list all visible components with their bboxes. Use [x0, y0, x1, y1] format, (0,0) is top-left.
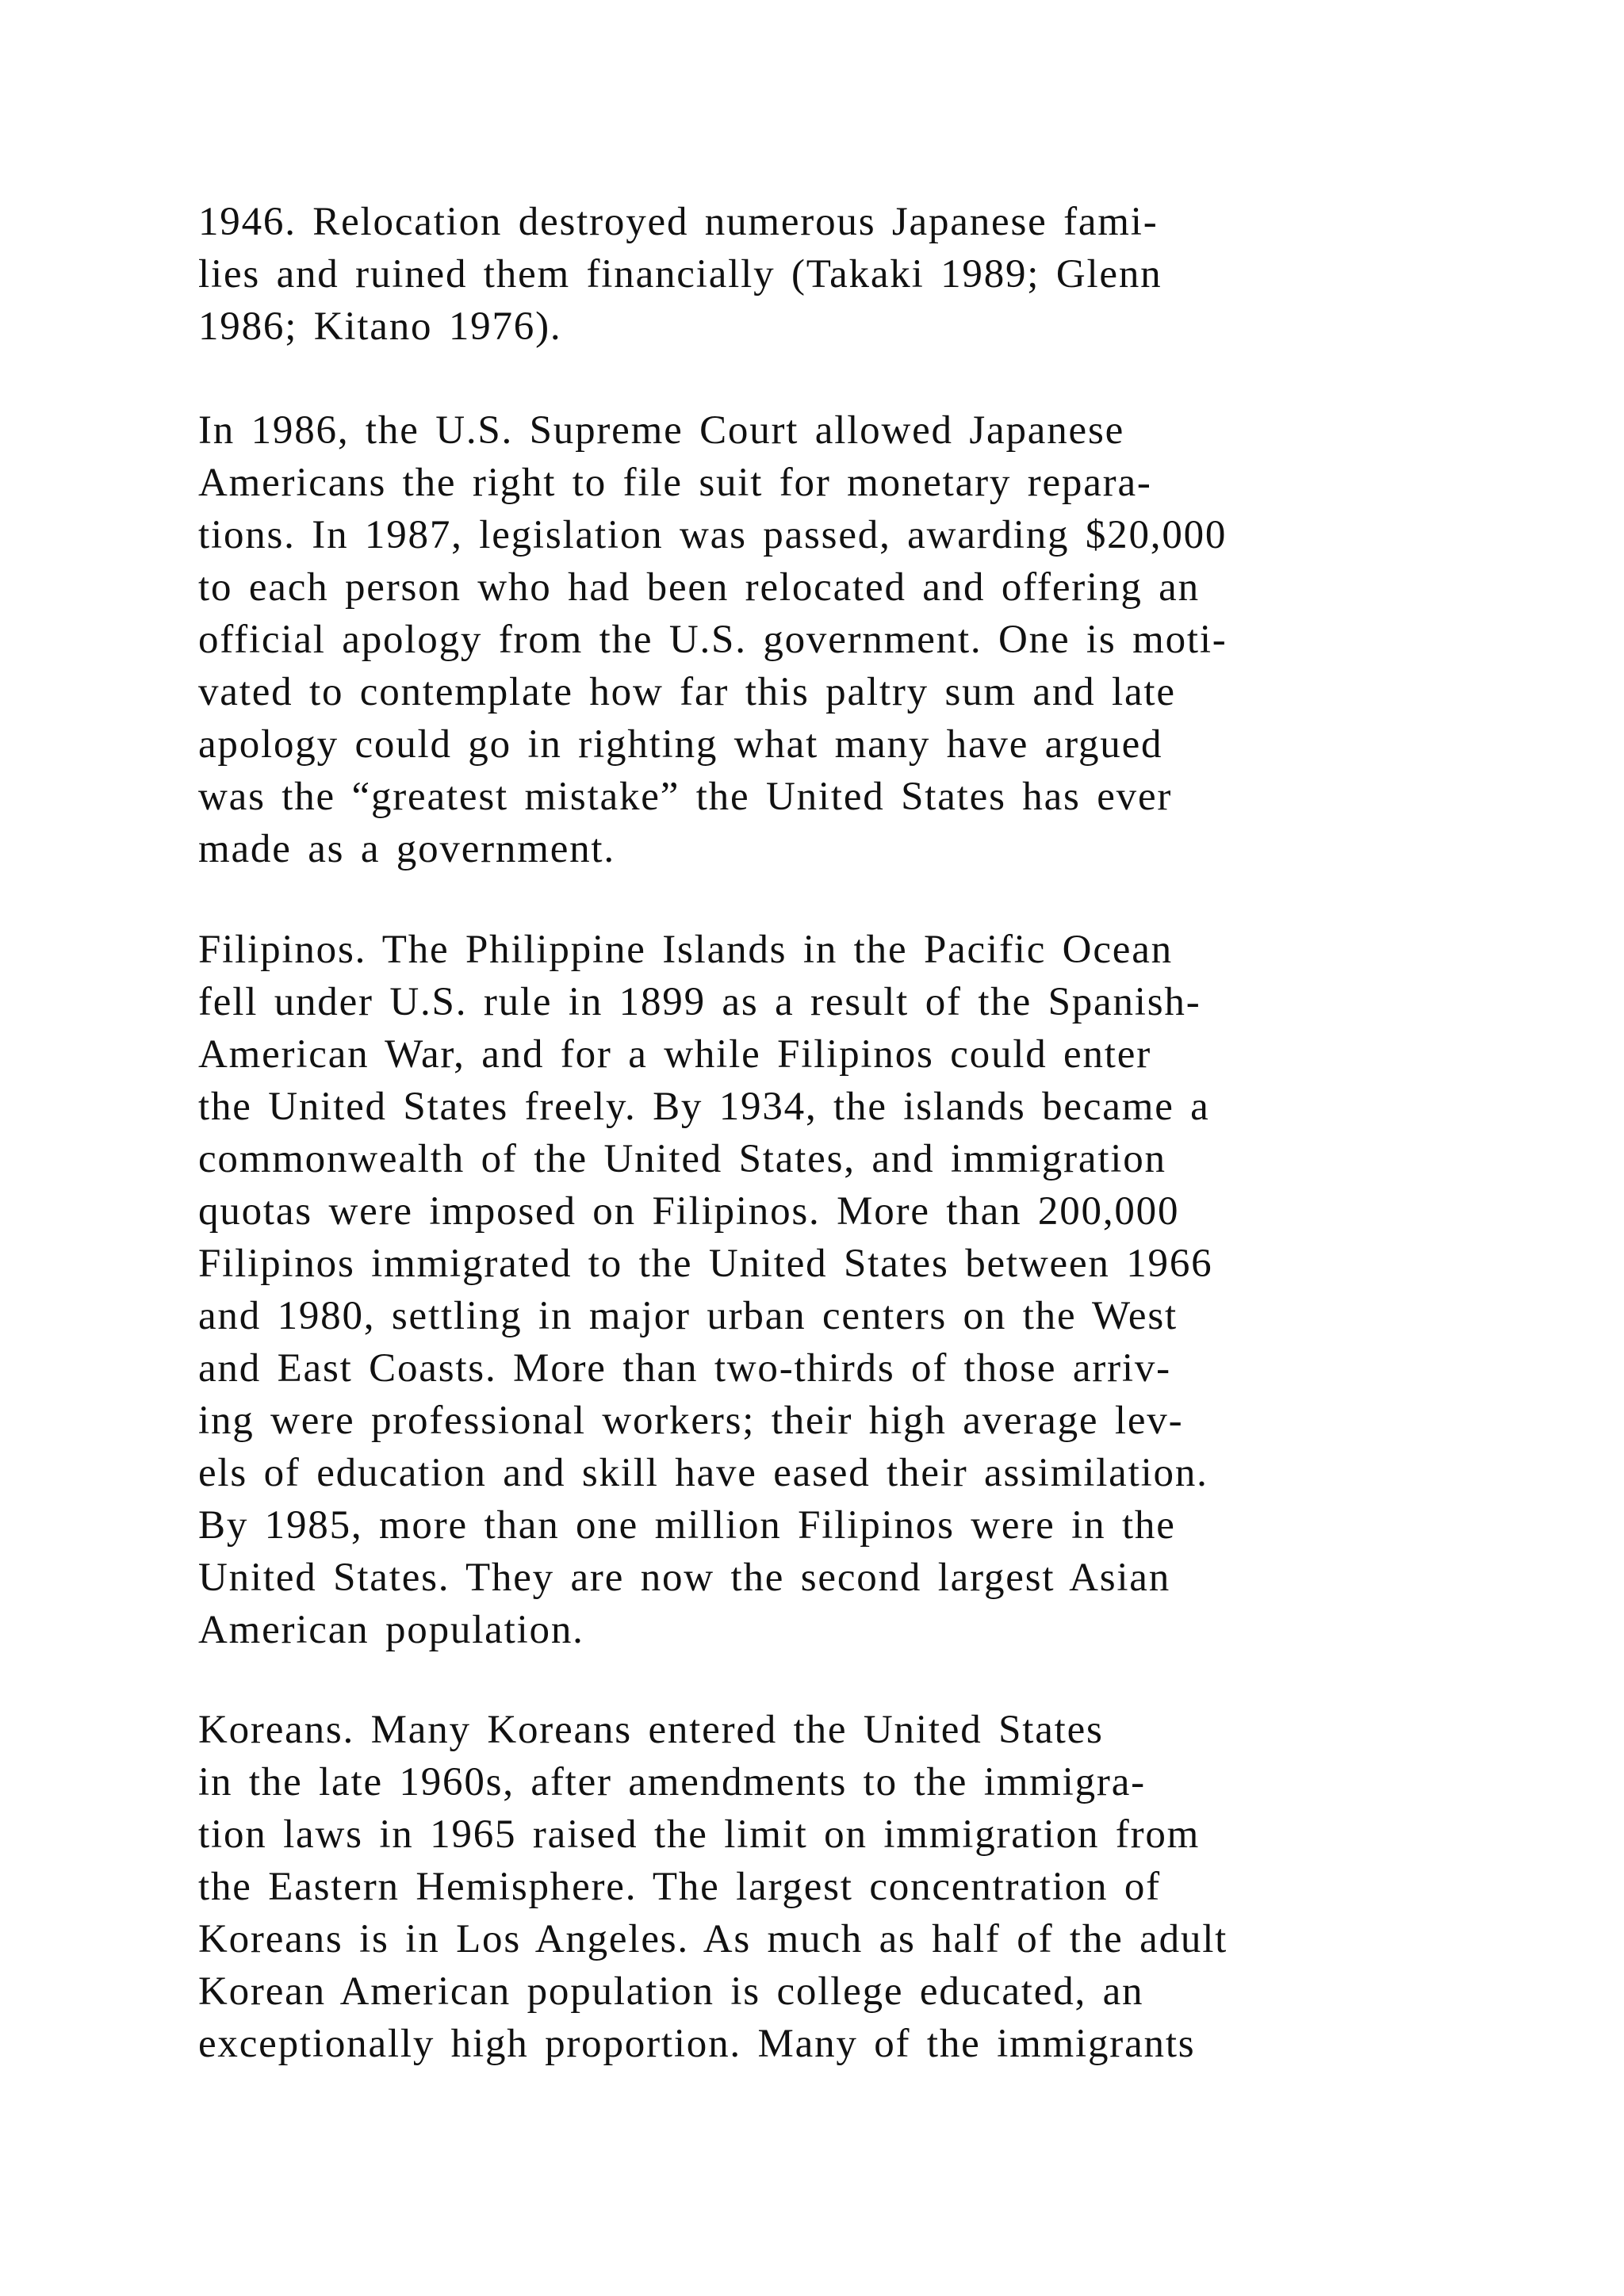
text-line: the Eastern Hemisphere. The largest concentration of — [198, 1865, 1161, 1909]
text-line: Filipinos. The Philippine Islands in the Pacific Ocean — [198, 928, 1173, 972]
text-line: the United States freely. By 1934, the islands became a — [198, 1085, 1210, 1129]
text-line: apology could go in righting what many have argued — [198, 722, 1163, 767]
text-line: Korean American population is college educated, an — [198, 1969, 1144, 2014]
text-line: Americans the right to file suit for monetary repara- — [198, 461, 1152, 505]
text-line: to each person who had been relocated and offering an — [198, 565, 1200, 610]
text-line: and East Coasts. More than two-thirds of those arriv- — [198, 1346, 1171, 1391]
text-line: fell under U.S. rule in 1899 as a result of the Spanish- — [198, 980, 1201, 1024]
text-line: By 1985, more than one million Filipinos were in the — [198, 1503, 1176, 1548]
text-line: American War, and for a while Filipinos could enter — [198, 1032, 1151, 1077]
text-line: tions. In 1987, legislation was passed, awarding $20,000 — [198, 513, 1228, 557]
text-line: United States. They are now the second largest Asian — [198, 1556, 1171, 1600]
paragraph-koreans — [198, 1704, 1546, 2070]
text-line: in the late 1960s, after amendments to the immigra- — [198, 1760, 1146, 1804]
paragraph-reparations — [198, 404, 1546, 875]
paragraph-relocation-conclusion — [198, 196, 1546, 353]
text-line: was the “greatest mistake” the United States has ever — [198, 775, 1173, 819]
paragraph-filipinos — [198, 924, 1546, 1656]
text-line: Koreans. Many Koreans entered the United States — [198, 1708, 1104, 1752]
text-line: and 1980, settling in major urban centers on the West — [198, 1294, 1178, 1338]
text-line: official apology from the U.S. government. One is moti- — [198, 618, 1228, 662]
text-line: tion laws in 1965 raised the limit on immigration from — [198, 1812, 1201, 1857]
text-line: In 1986, the U.S. Supreme Court allowed Japanese — [198, 408, 1125, 453]
text-line: ing were professional workers; their high average lev- — [198, 1399, 1184, 1443]
text-line: American population. — [198, 1608, 584, 1652]
text-line: exceptionally high proportion. Many of the immigrants — [198, 2022, 1196, 2066]
text-line: quotas were imposed on Filipinos. More than 200,000 — [198, 1189, 1180, 1234]
text-line: made as a government. — [198, 827, 615, 871]
text-line: Koreans is in Los Angeles. As much as half of the adult — [198, 1917, 1228, 1961]
text-line: 1946. Relocation destroyed numerous Japanese fami- — [198, 200, 1159, 244]
text-line: commonwealth of the United States, and immigration — [198, 1137, 1166, 1181]
text-line: Filipinos immigrated to the United States between 1966 — [198, 1242, 1213, 1286]
text-line: els of education and skill have eased their assimilation. — [198, 1451, 1208, 1495]
text-line: lies and ruined them financially (Takaki 1989; Glenn — [198, 252, 1162, 297]
text-line: vated to contemplate how far this paltry sum and late — [198, 670, 1176, 714]
text-line: 1986; Kitano 1976). — [198, 304, 562, 349]
